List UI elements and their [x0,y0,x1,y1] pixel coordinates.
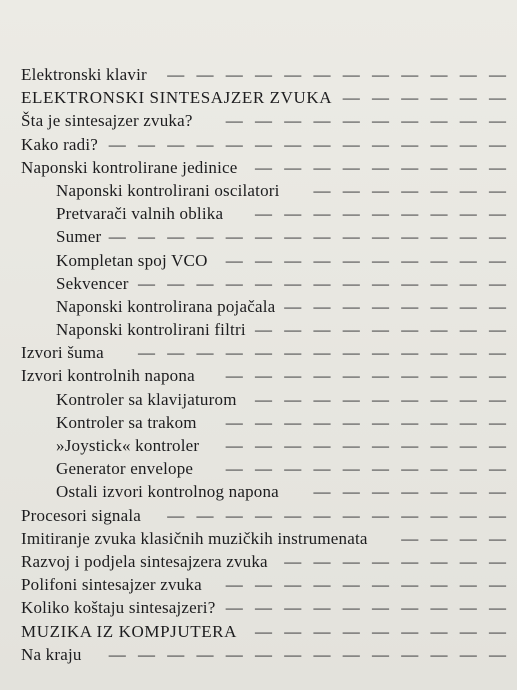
toc-dash-leader: — — — — — — — — — [255,157,510,177]
toc-dash-leader: — — — — — — — — [284,551,510,571]
toc-entry [0,573,517,596]
toc-entry-title: Elektronski klavir [21,65,147,84]
toc-entry-title: MUZIKA IZ KOMPJUTERA [21,621,237,641]
toc-entry [0,225,517,248]
toc-entry-title: Šta je sintesajzer zvuka? [21,111,193,131]
toc-entry [0,86,517,109]
toc-entry-title: Izvori šuma [21,343,104,363]
toc-entry-title: Kontroler sa trakom [56,412,197,432]
toc-entry-title: Polifoni sintesajzer zvuka [21,575,202,595]
toc-dash-leader: — — — — — — — — — — [225,111,510,131]
toc-dash-leader: — — — — — — — — [284,296,510,316]
toc-dash-leader: — — — — — — — [313,482,510,502]
toc-entry-title: Sumer [56,227,102,247]
toc-entry [0,434,517,457]
toc-dash-leader: — — — — — — — — — [255,204,510,224]
toc-entry [0,480,517,503]
toc-entry [0,133,517,156]
toc-dash-leader: — — — — [401,528,510,548]
toc-entry-title: Izvori kontrolnih napona [21,366,195,386]
toc-dash-leader: — — — — — — — — — [255,621,510,641]
toc-entry-title: Naponski kontrolirane jedinice [21,157,238,177]
toc-entry-title: ELEKTRONSKI SINTESAJZER ZVUKA [21,88,333,108]
toc-entry [0,179,517,202]
toc-dash-leader: — — — — — — — — — — [225,412,510,432]
toc-dash-leader: — — — — — — — — — — [225,250,510,270]
toc-entry [0,457,517,480]
toc-dash-leader: — — — — — — — — — — — — — — [108,227,510,247]
toc-entry-title: Naponski kontrolirana pojačala [56,296,276,316]
toc-entry [0,596,517,619]
toc-entry-title: Naponski kontrolirani filtri [56,320,246,340]
toc-dash-leader: — — — — — — — — — — — — [167,505,510,525]
toc-dash-leader: — — — — — — — — — — [225,366,510,386]
toc-entry-title: Kontroler sa klavijaturom [56,389,237,409]
toc-dash-leader: — — — — — — [342,88,510,108]
toc-dash-leader: — — — — — — — — — [255,320,510,340]
toc-dash-leader: — — — — — — — — — — [225,459,510,479]
toc-entry-title: Kompletan spoj VCO [56,250,208,270]
toc-entry [0,388,517,411]
toc-entry [0,527,517,550]
toc-dash-leader: — — — — — — — — — — [225,598,510,618]
toc-entry [0,364,517,387]
toc-dash-leader: — — — — — — — — — — [225,575,510,595]
toc-entry [0,504,517,527]
toc-entry [0,318,517,341]
toc-entry-title: Pretvarači valnih oblika [56,204,224,224]
toc-entry-title: Razvoj i podjela sintesajzera zvuka [21,551,268,571]
toc-entry-title: Kako radi? [21,134,99,154]
toc-dash-leader: — — — — — — — — — — [225,436,510,455]
toc-dash-leader: — — — — — — — — — [255,389,510,409]
toc-entry-title: Koliko koštaju sintesajzeri? [21,598,216,618]
toc-dash-leader: — — — — — — — — — — — — — [138,273,510,293]
table-of-contents [0,63,517,666]
toc-entry [0,620,517,643]
toc-entry-title: Generator envelope [56,459,194,479]
toc-entry [0,643,517,666]
toc-entry [0,156,517,179]
toc-entry [0,272,517,295]
toc-entry-title: Na kraju [21,644,82,664]
toc-entry [0,341,517,364]
toc-entry [0,202,517,225]
toc-dash-leader: — — — — — — — — — — — — — — [108,644,510,664]
toc-entry-title: Naponski kontrolirani oscilatori [56,180,280,200]
toc-dash-leader: — — — — — — — — — — — — — — [108,134,510,154]
toc-entry [0,63,517,86]
toc-dash-leader: — — — — — — — — — — — — — [138,343,510,363]
toc-entry [0,550,517,573]
toc-dash-leader: — — — — — — — [313,180,510,200]
toc-entry-title: »Joystick« kontroler [56,436,200,455]
toc-entry [0,295,517,318]
toc-entry-title: Ostali izvori kontrolnog napona [56,482,279,502]
toc-entry [0,411,517,434]
toc-dash-leader: — — — — — — — — — — — — [167,65,510,84]
toc-entry-title: Imitiranje zvuka klasičnih muzičkih instrumenata [21,528,368,548]
toc-entry-title: Sekvencer [56,273,129,293]
toc-entry [0,109,517,132]
toc-entry-title: Procesori signala [21,505,142,525]
toc-entry [0,249,517,272]
